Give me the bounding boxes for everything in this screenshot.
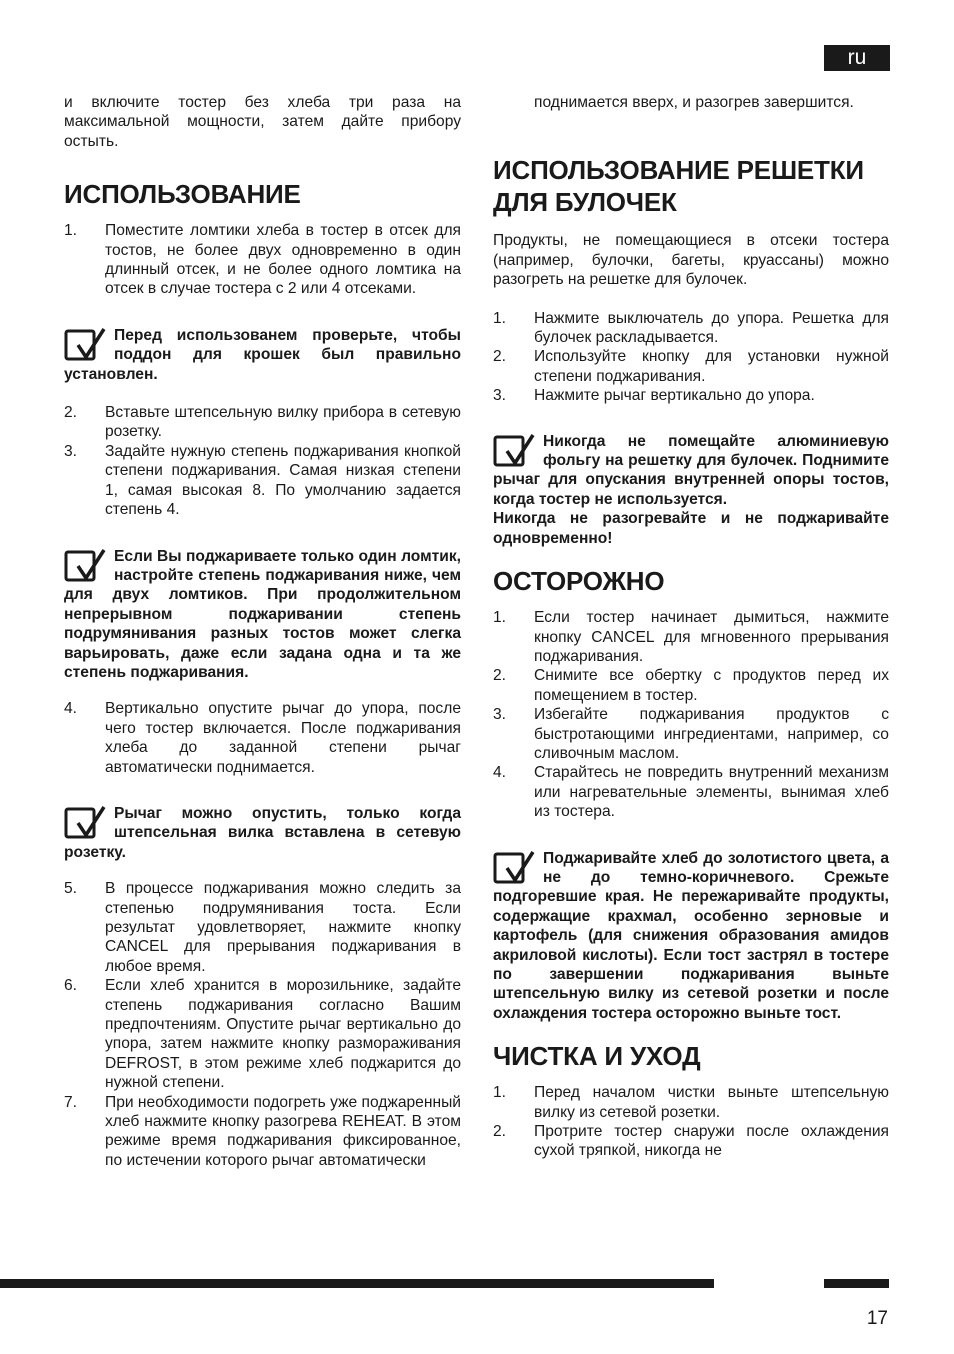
- item-text: Старайтесь не повредить внутренний механизм или нагревательные элементы, вынимая хлеб из тостера.: [534, 764, 889, 821]
- item-number: 5.: [64, 880, 78, 898]
- note-rack: [493, 432, 889, 510]
- cleaning-item-1: [493, 1083, 889, 1122]
- item-text: Вставьте штепсельную вилку прибора в сетевую розетку.: [105, 404, 461, 441]
- note-text: Перед использованем проверьте, чтобы поддон для крошек был правильно установлен.: [64, 326, 461, 383]
- continued-paragraph: поднимается вверх, и разогрев завершится.: [534, 94, 854, 111]
- item-number: 1.: [493, 1084, 507, 1102]
- item-number: 1.: [493, 309, 507, 327]
- item-text: Перед началом чистки выньте штепсельную вилку из сетевой розетки.: [534, 1084, 889, 1121]
- item-number: 3.: [493, 706, 507, 724]
- item-number: 6.: [64, 977, 78, 995]
- note-text: Поджаривайте хлеб до золотистого цвета, а не до темно-коричневого. Срежьте подгоревшие края. Не пережаривайте продукты, содержащие крахмал, особенно зерновые и картофель (для снижения образования амидов акриловой кислоты). Если тост застрял в тостере по завершении поджаривания выньте штепсельную вилку из сетевой розетки и после охлаждения тостера осторожно выньте тост.: [493, 849, 889, 1022]
- language-badge: ru: [824, 45, 890, 71]
- cleaning-heading: ЧИСТКА И УХОД: [493, 1041, 701, 1072]
- note-crumb-tray: [64, 326, 461, 384]
- item-number: 1.: [493, 609, 507, 627]
- item-text: Вертикально опустите рычаг до упора, после чего тостер включается. После поджаривания хлеба до заданной степени рычаг автоматически поднимается.: [105, 700, 461, 776]
- item-text: Снимите все обертку с продуктов перед их помещением в тостер.: [534, 667, 889, 704]
- item-text: Нажмите рычаг вертикально до упора.: [534, 387, 815, 405]
- item-number: 4.: [493, 764, 507, 782]
- note-single-slice: [64, 547, 461, 683]
- rack-item-2: [493, 347, 889, 386]
- item-number: 3.: [64, 442, 78, 460]
- item-text: В процессе поджаривания можно следить за степенью подрумянивания тоста. Если результат удовлетворяет, нажмите кнопку CANCEL для прерывания поджаривания в любое время.: [105, 880, 461, 975]
- item-number: 2.: [493, 348, 507, 366]
- caution-item-3: [493, 705, 889, 763]
- usage-heading: ИСПОЛЬЗОВАНИЕ: [64, 179, 301, 210]
- item-text: Если хлеб хранится в морозильнике, задайте степень поджаривания согласно Вашим предпочтениям. Опустите рычаг вертикально до упора, затем нажмите кнопку размораживания DEFROST, в этом режиме хлеб поджарится до нужной степени.: [105, 977, 461, 1092]
- rack-heading: ИСПОЛЬЗОВАНИЕ РЕШЕТКИ ДЛЯ БУЛОЧЕК: [493, 155, 864, 218]
- item-text: При необходимости подогреть уже поджаренный хлеб нажмите кнопку разогрева REHEAT. В этом режиме время поджаривания фиксированное, по истечении которого рычаг автоматически: [105, 1093, 461, 1169]
- caution-item-1: [493, 608, 889, 666]
- rack-list: [493, 309, 889, 406]
- item-text: Используйте кнопку для установки нужной степени поджаривания.: [534, 348, 889, 385]
- usage-item-4: [64, 699, 461, 777]
- item-number: 4.: [64, 700, 78, 718]
- item-number: 7.: [64, 1093, 78, 1111]
- usage-item-6: [64, 976, 461, 1092]
- checkmark-icon: [64, 548, 114, 584]
- note-text: Никогда не помещайте алюминиевую фольгу на решетку для булочек. Поднимите рычаг для опускания внутренней опоры тостов, когда тостер не используется.: [493, 432, 889, 508]
- checkmark-icon: [64, 327, 114, 363]
- footer-rule-left: [0, 1279, 714, 1288]
- item-text: Протрите тостер снаружи после охлаждения сухой тряпкой, никогда не: [534, 1123, 889, 1160]
- note-text: Если Вы поджариваете только один ломтик, настройте степень поджаривания ниже, чем для двух ломтиков. При продолжительном непрерывном поджаривании степень подрумянивания разных тостов может слегка варьировать, даже если задана одна и та же степень поджаривания.: [64, 547, 461, 681]
- caution-item-2: [493, 666, 889, 705]
- note-toasting: [493, 849, 889, 1024]
- caution-item-4: [493, 763, 889, 821]
- item-text: Задайте нужную степень поджаривания кнопкой степени поджаривания. Самая низкая степени 1, самая высокая 8. По умолчанию задается степень 4.: [105, 442, 461, 519]
- item-text: Нажмите выключатель до упора. Решетка для булочек раскладывается.: [534, 309, 889, 347]
- intro-paragraph: и включите тостер без хлеба три раза на максимальной мощности, затем дайте прибору остыть.: [64, 94, 461, 150]
- item-number: 2.: [64, 404, 78, 422]
- footer-rule-right: [824, 1279, 889, 1288]
- item-number: 3.: [493, 387, 507, 405]
- usage-item-3: [64, 442, 461, 520]
- caution-heading: ОСТОРОЖНО: [493, 566, 665, 597]
- item-text: Поместите ломтики хлеба в тостер в отсек для тостов, не более двух одновременно в один длинный отсек, и не более одного ломтика на отсек в случае тостера с 2 или 4 отсеками.: [105, 222, 461, 298]
- page-number: 17: [866, 1308, 888, 1329]
- checkmark-icon: [64, 805, 114, 841]
- item-text: Если тостер начинает дымиться, нажмите кнопку CANCEL для мгновенного прерывания поджаривания.: [534, 609, 889, 665]
- usage-item-2: [64, 403, 461, 442]
- rack-item-3: [493, 386, 889, 405]
- left-column: [64, 93, 461, 1170]
- cleaning-item-2: [493, 1122, 889, 1161]
- note-rack-warning: Никогда не разогревайте и не поджаривайте одновременно!: [493, 510, 889, 547]
- checkmark-icon: [493, 850, 543, 886]
- note-text: Рычаг можно опустить, только когда штепсельная вилка вставлена в сетевую розетку.: [64, 804, 461, 861]
- right-column: [493, 93, 889, 1161]
- item-number: 1.: [64, 222, 78, 240]
- rack-intro: Продукты, не помещающиеся в отсеки тостера (например, булочки, багеты, круассаны) можно разогреть на решетке для булочек.: [493, 232, 889, 289]
- caution-list: [493, 608, 889, 821]
- note-lever: [64, 804, 461, 862]
- item-text: Избегайте поджаривания продуктов с быстротающими ингредиентами, например, со сливочным маслом.: [534, 706, 889, 762]
- checkmark-icon: [493, 433, 543, 469]
- cleaning-list: [493, 1083, 889, 1161]
- usage-item-7: [64, 1093, 461, 1171]
- usage-item-5: [64, 879, 461, 976]
- rack-item-1: [493, 309, 889, 348]
- usage-item-1: [64, 221, 461, 299]
- item-number: 2.: [493, 667, 507, 685]
- item-number: 2.: [493, 1123, 507, 1141]
